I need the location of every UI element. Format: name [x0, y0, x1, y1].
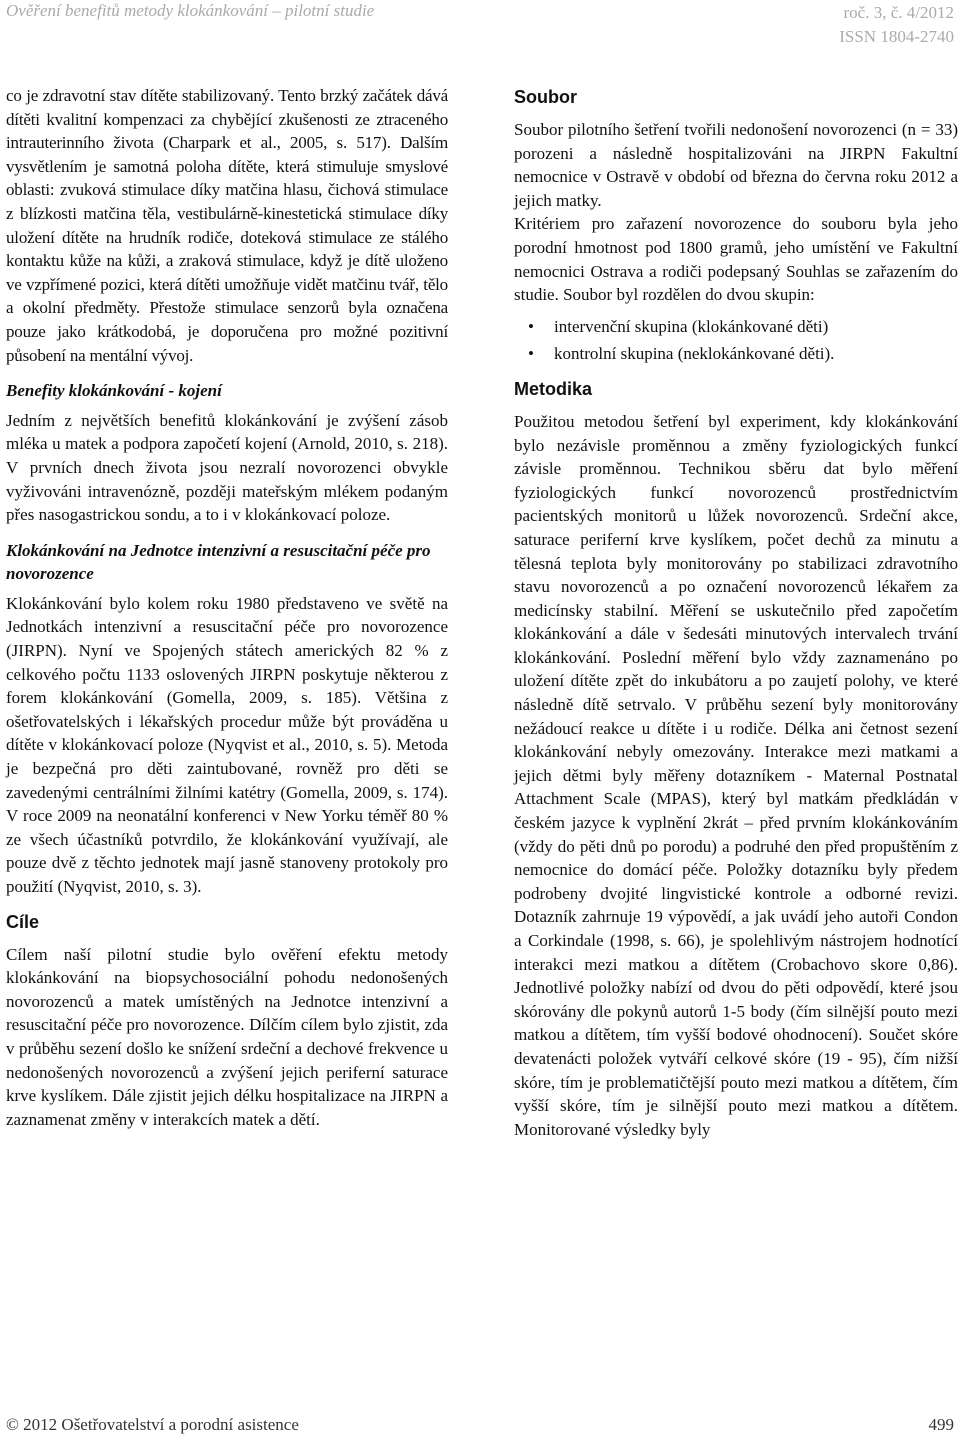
page-number: 499 [928, 1415, 954, 1434]
issn: ISSN 1804-2740 [839, 27, 954, 46]
group-list [514, 315, 958, 366]
volume-issue: roč. 3, č. 4/2012 [843, 3, 954, 22]
benefits-heading: Benefity klokánkování - kojení [6, 381, 222, 401]
method-heading: Metodika [514, 378, 593, 399]
list-item: • kontrolní skupina (neklokánkované děti). [514, 342, 958, 366]
sample-heading: Soubor [514, 87, 577, 107]
goals-paragraph: Cílem naší pilotní studie bylo ověření efektu metody klokánkování na biopsychosociální pohodu nedonošených novorozenců a matek umístěných na Jednotce intenzivní a resuscitační péče pro novorozence. Dílčím cílem bylo zjistit, zda v průběhu sezení došlo ke snížení srdeční a dechové frekvence u nedonošených novorozenců a zvýšení jejich periferní saturace krve kyslíkem. Dále zjistit jejich délku hospitalizace na JIRPN a zaznamenat změny v interakcích matek a dětí. [6, 944, 448, 1129]
left-column [6, 84, 448, 1131]
icu-paragraph: Klokánkování bylo kolem roku 1980 představeno ve světě na Jednotkách intenzivní a resuscitační péče pro novorozence (JIRPN). Nyní ve Spojených státech amerických 82 % z celkového počtu 1133 oslovených JIRPN poskytuje některou z forem klokánkování (Gomella, 2009, s. 185). Většina z ošetřovatelských i lékařských procedur může být prováděna u dítěte v klokánkovací poloze (Nyqvist et al., 2010, s. 5). Metoda je bezpečná pro děti zaintubované, rovněž pro děti se zavedenými centrálními žilními katétry (Gomella, 2009, s. 174). V roce 2009 na neonatální konferenci v New Yorku téměř 80 % ze všech účastníků potvrdilo, že klokánkování využívají, ale pouze dvě z těchto jednotek mají jasně stanoveny protokoly pro použití (Nyqvist, 2010, s. 3). [6, 593, 448, 896]
list-item: • intervenční skupina (klokánkované děti) [514, 315, 958, 339]
right-column [514, 84, 958, 1141]
icu-heading: Klokánkování na Jednotce intenzivní a resuscitační péče pro novorozence [6, 540, 431, 584]
benefits-paragraph: Jedním z největších benefitů klokánkování je zvýšení zásob mléka u matek a podpora započetí kojení (Arnold, 2010, s. 218). V prvních dnech života jsou nezralí novorozenci obvykle vyživováni intravenózně, později mateřským mlékem podaným přes nasogastrickou sondu, a to i v klokánkovací poloze. [6, 410, 448, 525]
method-paragraph: Použitou metodou šetření byl experiment, kdy klokánkování bylo nezávisle proměnnou a změny fyziologických funkcí závisle proměnnou. Technikou sběru dat bylo měření fyziologických funkcí novorozenců prostřednictvím pacientských monitorů u lůžek novorozenců. Srdeční akce, saturace periferní krve kyslíkem, počet dechů za minutu a tělesná teplota byly monitorovány po stabilizaci zdravotního stavu novorozenců a po označení novorozenců lékařem za medicínsky stabilní. Měření se uskutečnilo před započetím klokánkování a dále v šedesáti minutových intervalech trvání klokánkování. Poslední měření bylo vždy zaznamenáno po uložení dítěte zpět do inkubátoru a po zaujetí polohy, ve které následně dítě setrvalo. V průběhu sezení byly monitorovány nežádoucí reakce u dítěte i u rodiče. Délka ani četnost sezení klokánkování nebyly omezovány. Interakce mezi matkami a jejich dětmi byly měřeny dotazníkem - Maternal Postnatal Attachment Scale (MPAS), který byl matkám předkládán v českém jazyce k vyplnění 2krát – před prvním klokánkováním (vždy do pěti dnů po porodu) a podruhé den před propuštěním z nemocnice do domácí péče. Položky dotazníku byly předem podrobeny dvojité lingvistické kontrole a odborné revizi. Dotazník zahrnuje 19 výpovědí, a jak uvádí jeho autoři Condon a Corkindale (1998, s. 66), je spolehlivým nástrojem hodnotící interakci mezi matkou a dítětem (Crobachovo skore 0,86). Jednotlivé položky nabízí od dvou do pěti odpovědí, které jsou skórovány dle pokynů autorů 1-5 body (čím silnější pouto mezi matkou a dítětem, tím vyšší bodové ohodnocení). Součet skóre devatenácti položek vytváří celkové skóre (19 - 95), čím nižší skóre, tím je problematičtější pouto mezi matkou a dítětem, čím vyšší skóre, tím je silnější pouto mezi matkou a dítětem. Monitorované výsledky byly [514, 411, 958, 1139]
sample-paragraph-1: Soubor pilotního šetření tvořili nedonošení novorozenci (n = 33) porozeni a následně hospitalizováni na JIRPN Fakultní nemocnice v Ostravě v období od března do června roku 2012 a jejich matky. [514, 120, 958, 210]
sample-paragraph-2: Kritériem pro zařazení novorozence do souboru byla jeho porodní hmotnost pod 1800 gramů, jeho umístění ve Fakultní nemocnici Ostrava a rodiči podepsaný Souhlas se zařazením do studie. Soubor byl rozdělen do dvou skupin: [514, 214, 958, 305]
goals-heading: Cíle [6, 911, 40, 932]
running-header-issue [839, 1, 954, 49]
running-header-title: Ověření benefitů metody klokánkování – pilotní studie [6, 1, 375, 20]
intro-paragraph: co je zdravotní stav dítěte stabilizovaný. Tento brzký začátek dává dítěti kvalitní kompenzaci za chybějící zkušenosti ze ztraceného intrauterinního života (Charpark et al., 2005, s. 517). Dalším vysvětlením je samotná poloha dítěte, která stimuluje smyslové oblasti: zvuková stimulace díky matčina hlasu, čichová stimulace z blízkosti matčina těla, vestibulárně-kinestetická stimulace díky uložení dítěte na hrudník rodiče, doteková stimulace ze stálého kontaktu kůže na kůži, a zraková stimulace, když je dítě uloženo ve vzpřímené pozici, která dítěti umožňuje vidět matčinu tvář, tělo a okolní předměty. Přestože stimulace senzorů byla označena pouze jako krátkodobá, je doporučena pro možné pozitivní působení na mentální vývoj. [6, 86, 448, 365]
footer-copyright: © 2012 Ošetřovatelství a porodní asistence [6, 1415, 299, 1434]
